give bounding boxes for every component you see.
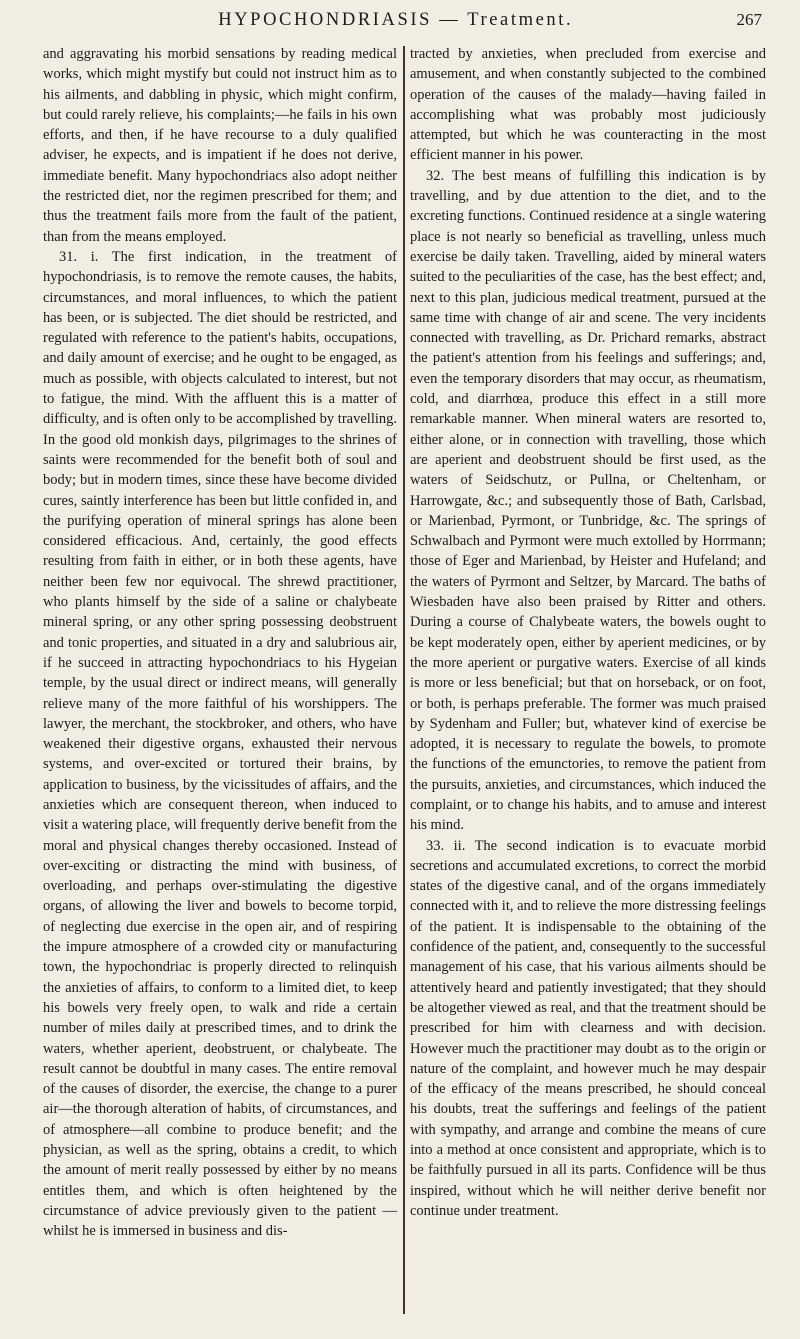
paragraph: tracted by anxieties, when precluded from exercise and amusement, and when constantly subjected to the combined operation of the causes of the malady—having failed in accomplishing what was probably most judiciously attempted, but which he was counteracting in the most efficient manner in his power. bbox=[410, 46, 766, 164]
column-divider bbox=[403, 46, 405, 1314]
paragraph: and aggravating his morbid sensations by reading medical works, which might mystify but could not instruct him as to his ailments, and dabbling in physic, which might confirm, but could rarely relieve, his complaints;—he fails in his own efforts, and then, if he have recourse to a duly qualified adviser, he expects, and is impatient if he does not derive, immediate benefit. Many hypochondriacs also adopt neither the restricted diet, nor the regimen prescribed for them; and thus the treatment fails more from the fault of the patient, than from the means employed. bbox=[43, 46, 397, 245]
paragraph-section-32: 32. The best means of fulfilling this indication is by travelling, and by due attention to the diet, and to the excreting functions. Continued residence at a single watering place is not nearly so beneficial as travelling, unless much exercise be daily taken. Travelling, aided by mineral waters suited to the peculiarities of the case, has the best effect; and, next to this plan, judicious medical treatment, pursued at the same time with change of air and scene. The very incidents connected with travelling, as Dr. Prichard remarks, abstract the patient's attention from his feelings and sufferings; and, even the temporary disorders that may occur, as rheumatism, cold, and diarrhœa, produce this effect in a still more remarkable manner. When mineral waters are resorted to, either alone, or in connection with travelling, those which are aperient and deobstruent should be first used, as the waters of Seidschutz, or Pullna, or Cheltenham, or Harrowgate, &c.; and subsequently those of Bath, Carlsbad, or Marienbad, Pyrmont, or Tunbridge, &c. The springs of Schwalbach and Pyrmont were much extolled by Horrmann; those of Eger and Marienbad, by Heister and Hufeland; and the waters of Pyrmont and Seltzer, by Marcard. The baths of Wiesbaden have also been praised by Ritter and others. During a course of Chalybeate waters, the bowels ought to be kept moderately open, either by aperient medicines, or by the more aperient or purgative waters. Exercise of all kinds is more or less beneficial; but that on horseback, or on foot, or both, is perhaps preferable. The former was much praised by Sydenham and Fuller; but, whatever kind of exercise be adopted, it is necessary to regulate the bowels, to promote the functions of the emunctories, to remove the patient from the pursuits, anxieties, and circumstances, which induced the complaint, or to change his habits, and to amuse and interest his mind. bbox=[410, 167, 766, 834]
right-column bbox=[410, 44, 766, 1221]
left-column bbox=[43, 44, 397, 1242]
paragraph-section-33: 33. ii. The second indication is to evacuate morbid secretions and accumulated excretions, to correct the morbid states of the digestive canal, and of the organs immediately connected with it, and to relieve the more distressing feelings of the patient. It is indispensable to the obtaining of the confidence of the patient, and, consequently to the successful management of his case, that his various ailments should be attentively heard and patiently investigated; that they should be altogether viewed as real, and that the treatment should be prescribed for him with clearness and with decision. However much the practitioner may doubt as to the origin or nature of the complaint, and however much he may despair of the efficacy of the means prescribed, he should conceal his doubts, treat the sufferings and feelings of the patient with sympathy, and arrange and combine the means of cure into a method at once consistent and appropriate, which is to be faithfully pursued in all its parts. Confidence will be thus inspired, without which he will neither derive benefit nor continue under treatment. bbox=[410, 837, 766, 1219]
page-number: 267 bbox=[736, 10, 762, 29]
running-header bbox=[55, 10, 762, 40]
paragraph-section-31: 31. i. The first indication, in the treatment of hypochondriasis, is to remove the remote causes, the habits, circumstances, and moral influences, to which the patient has been, or is subjected. The diet should be restricted, and regulated with reference to the patient's habits, occupations, and daily amount of exercise; and he ought to be engaged, as much as possible, with objects calculated to interest, but not to fatigue, the mind. With the affluent this is a matter of difficulty, and is often only to be accomplished by travelling. In the good old monkish days, pilgrimages to the shrines of saints were recommended for the benefit both of soul and body; but in modern times, since these have become divided cures, saintly interference has been but little confided in, and the purifying operation of mineral springs has alone been considered efficacious. And, certainly, the good effects resulting from faith in either, or in both these agents, have neither been few nor equivocal. The shrewd practitioner, who plants himself by the side of a saline or chalybeate mineral spring, or any other spring possessing deobstruent and tonic properties, and situated in a dry and salubrious air, if he succeed in attracting hypochondriacs to his Hygeian temple, by the usual direct or indirect means, will generally relieve many of the more faithful of his worshippers. The lawyer, the merchant, the stockbroker, and others, who have weakened their digestive organs, exhausted their nervous systems, and over-excited or tortured their brains, by application to business, by the vicissitudes of affairs, and the anxieties which are consequent thereon, when induced to visit a watering place, will frequently derive benefit from the moral and physical changes thereby occasioned. Instead of over-exciting or distracting the mind with business, of overloading, and perhaps over-stimulating the digestive organs, of allowing the liver and bowels to become torpid, of neglecting due exercise in the open air, and of respiring the impure atmosphere of a crowded city or manufacturing town, the hypochondriac is properly directed to relinquish the anxieties of affairs, to conform to a limited diet, to keep his bowels very freely open, to walk and ride a certain number of miles daily at prescribed times, and to drink the waters, whether aperient, deobstruent, or chalybeate. The result cannot be doubtful in many cases. The entire removal of the causes of disorder, the exercise, the change to a purer air—the thorough alteration of habits, of circumstances, and of atmosphere—all combine to produce benefit; and the physician, as well as the spring, obtains a credit, to which the amount of merit really possessed by either by no means entitles them, and which is often heightened by the circumstance of advice previously given to the patient — whilst he is immersed in business and dis- bbox=[43, 248, 397, 1240]
running-title: HYPOCHONDRIASIS — Treatment. bbox=[218, 10, 574, 30]
